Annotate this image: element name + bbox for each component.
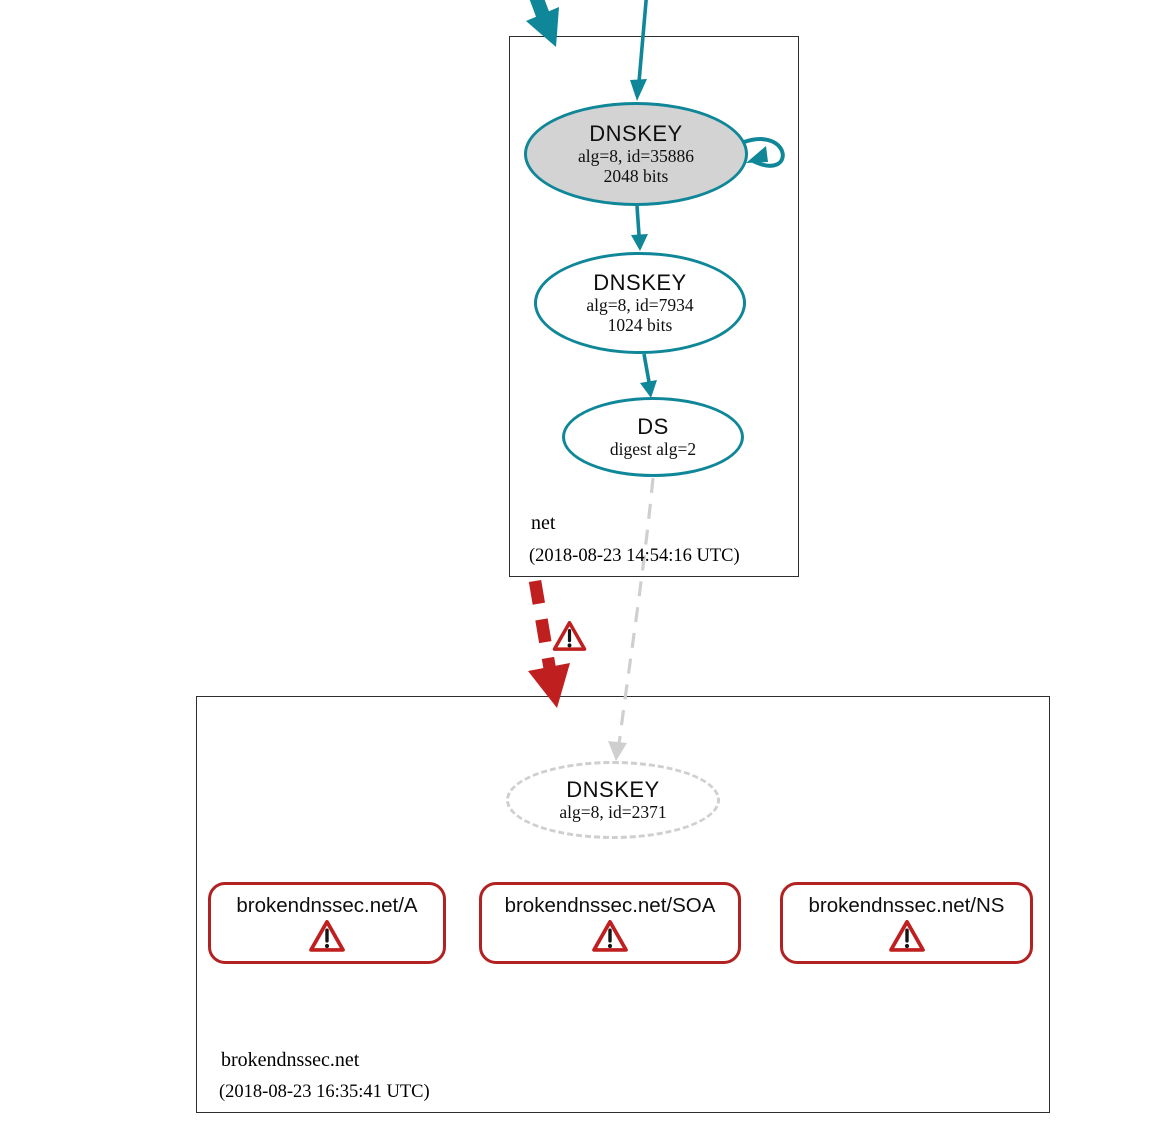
node-rrset-brokendnssec-net-ns[interactable] [780,882,1033,964]
node-title: DS [637,414,669,439]
warning-icon [888,919,926,953]
node-detail: digest alg=2 [609,439,697,459]
rrset-label: brokendnssec.net/A [236,894,418,917]
node-detail: alg=8, id=35886 [578,146,694,166]
node-ds-net[interactable] [562,397,744,477]
rrset-label: brokendnssec.net/SOA [504,894,716,917]
node-dnskey-zsk-net[interactable] [534,252,746,354]
node-rrset-brokendnssec-net-a[interactable] [208,882,446,964]
node-title: DNSKEY [593,270,687,295]
node-rrset-brokendnssec-net-soa[interactable] [479,882,741,964]
warning-icon [552,620,587,652]
node-dnskey-ksk-net[interactable] [524,102,748,206]
zone-timestamp-brokendnssec-net: (2018-08-23 16:35:41 UTC) [219,1082,430,1102]
zone-timestamp-net: (2018-08-23 14:54:16 UTC) [529,546,740,566]
warning-icon [591,919,629,953]
zone-name-brokendnssec-net: brokendnssec.net [221,1049,360,1071]
node-bits: 2048 bits [603,166,669,186]
node-detail: alg=8, id=2371 [559,802,667,822]
node-title: DNSKEY [589,121,683,146]
zone-name-net: net [531,512,556,534]
node-dnskey-brokendnssec-net[interactable] [506,761,720,839]
node-bits: 1024 bits [607,315,673,335]
rrset-label: brokendnssec.net/NS [808,894,1005,917]
warning-icon [308,919,346,953]
node-title: DNSKEY [566,777,660,802]
node-detail: alg=8, id=7934 [586,295,694,315]
